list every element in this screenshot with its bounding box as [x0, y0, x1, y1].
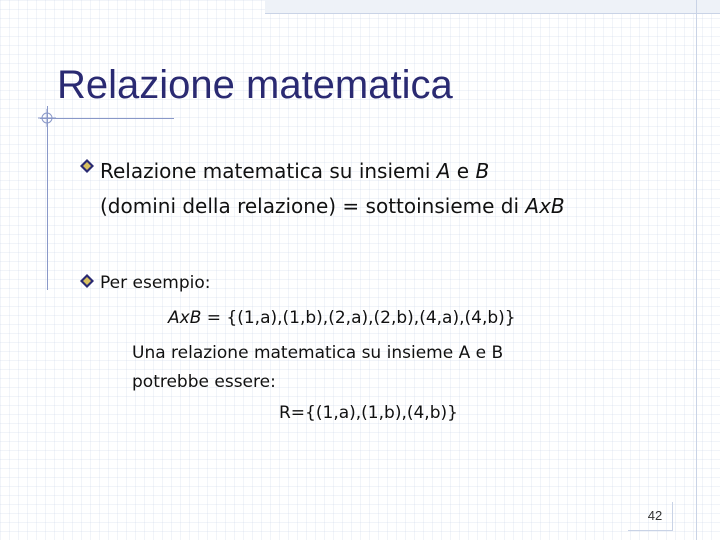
- bullet-item-1: [80, 154, 489, 189]
- product-definition: [168, 305, 516, 331]
- crosshair-icon: [38, 109, 56, 127]
- left-decor-rule: [47, 106, 48, 290]
- bullet-1-line-1: [100, 154, 489, 189]
- relation-sentence-line-1: Una relazione matematica su insieme A e B: [132, 343, 504, 363]
- product-value: = {(1,a),(1,b),(2,a),(2,b),(4,a),(4,b)}: [201, 308, 516, 328]
- bullet-item-2: [80, 270, 210, 296]
- title-underline: [40, 118, 174, 119]
- bullet-1-text: [100, 154, 489, 189]
- diamond-bullet-icon: [80, 159, 94, 173]
- top-decor-band: [265, 0, 720, 13]
- cartesian-product-label: AxB: [525, 194, 565, 218]
- bullet-1-text-a: Relazione matematica su insiemi: [100, 159, 437, 183]
- bullet-1-text-b: e: [450, 159, 476, 183]
- relation-sentence-line-2: potrebbe essere:: [132, 372, 276, 392]
- right-decor-rule: [696, 0, 697, 540]
- product-symbol: AxB: [168, 308, 202, 328]
- top-decor-line: [265, 13, 720, 14]
- set-a-label: A: [436, 159, 451, 183]
- bullet-1-line-2: [100, 189, 565, 224]
- relation-example: R={(1,a),(1,b),(4,b)}: [279, 403, 458, 423]
- slide-title: Relazione matematica: [57, 63, 453, 107]
- diamond-bullet-icon: [80, 274, 94, 288]
- page-number: 42: [647, 508, 663, 523]
- set-b-label: B: [475, 159, 490, 183]
- bullet-2-label: Per esempio:: [100, 273, 211, 293]
- bullet-1-line-2-text: (domini della relazione) = sottoinsieme di: [100, 194, 526, 218]
